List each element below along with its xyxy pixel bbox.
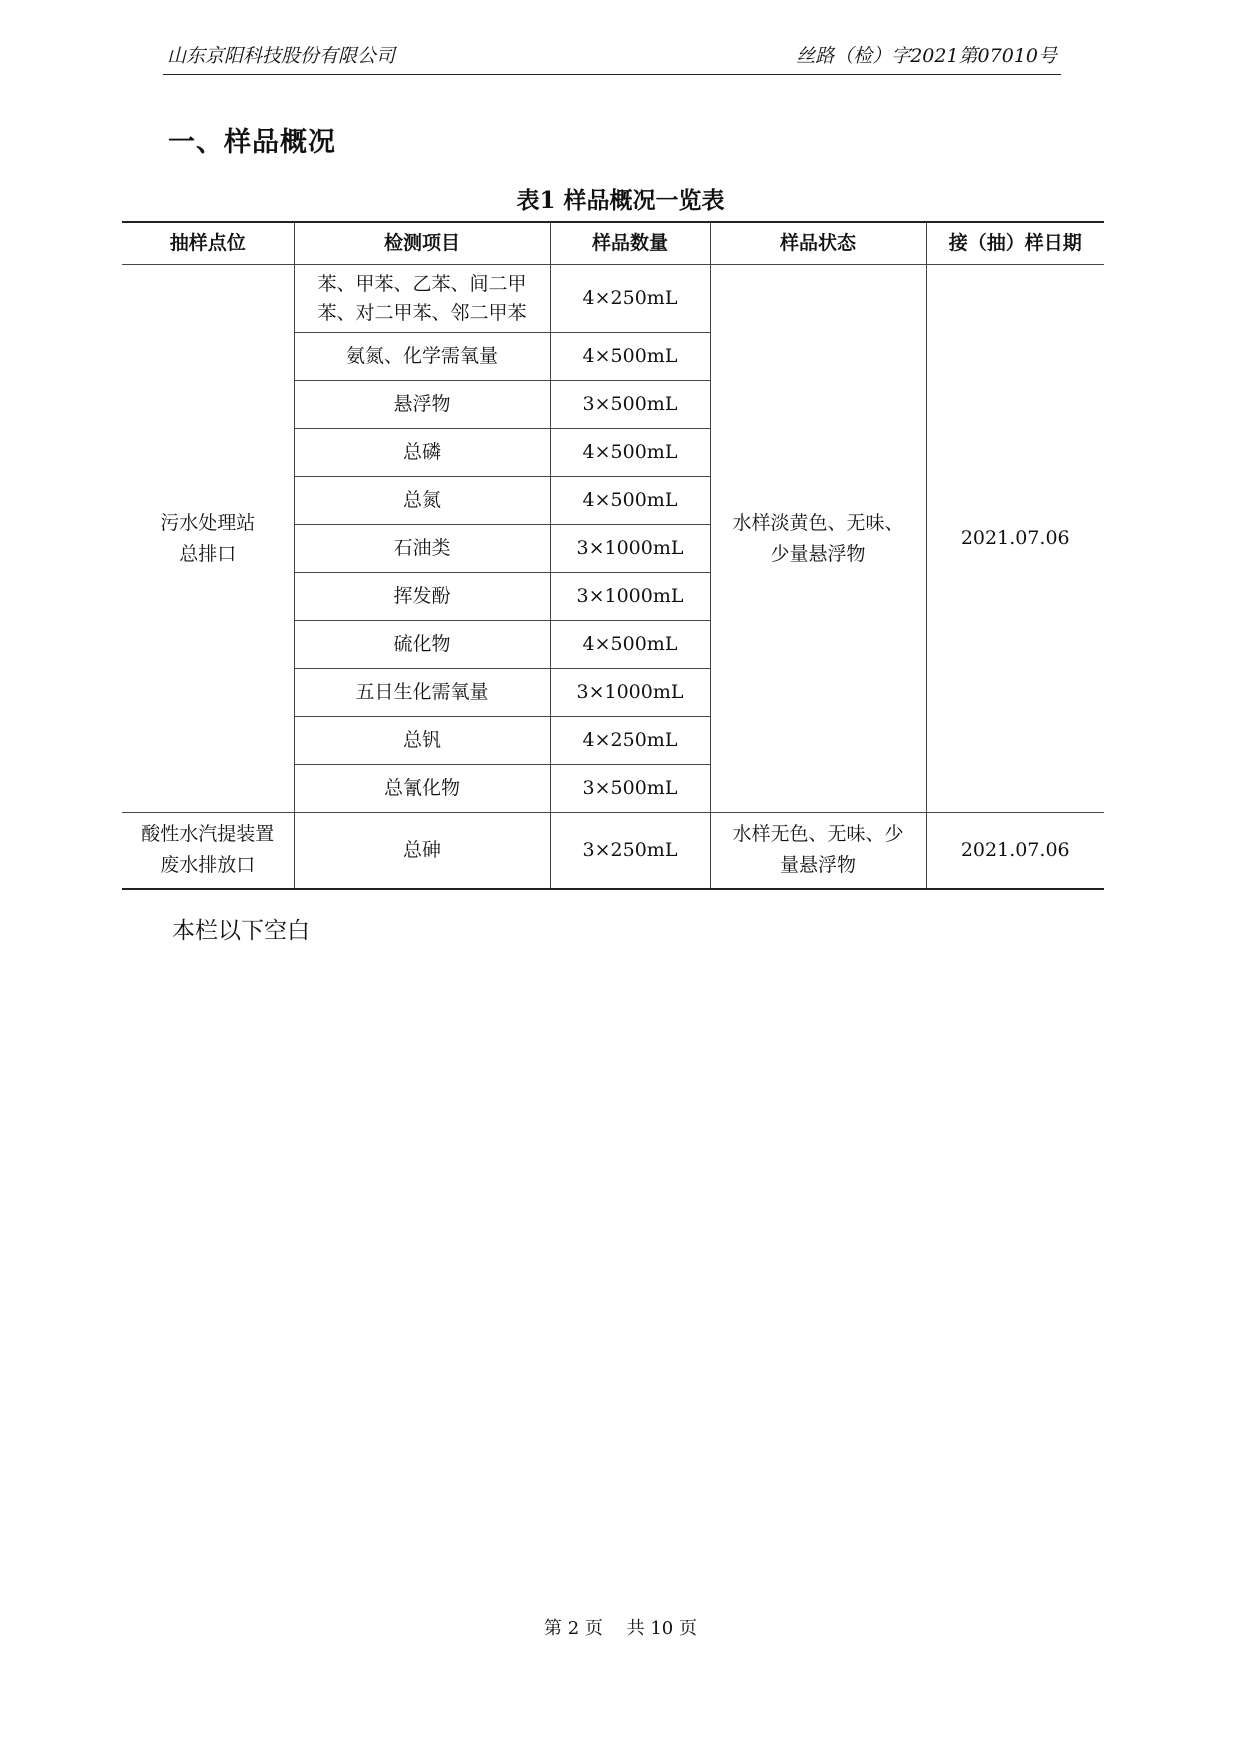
test-item: 氨氮、化学需氧量	[294, 333, 550, 381]
test-item: 挥发酚	[294, 573, 550, 621]
company-name: 山东京阳科技股份有限公司	[167, 45, 396, 67]
sample-status: 水样淡黄色、无味、少量悬浮物	[710, 265, 926, 813]
sampling-location: 污水处理站总排口	[122, 265, 294, 813]
test-item: 总氮	[294, 477, 550, 525]
sampling-date: 2021.07.06	[926, 265, 1104, 813]
sample-status: 水样无色、无味、少量悬浮物	[710, 813, 926, 889]
header-status: 样品状态	[710, 222, 926, 265]
sample-quantity: 3×500mL	[550, 765, 710, 813]
test-item: 五日生化需氧量	[294, 669, 550, 717]
blank-below-note: 本栏以下空白	[172, 918, 310, 944]
sample-quantity: 4×500mL	[550, 429, 710, 477]
table-row	[122, 813, 1104, 889]
test-item: 石油类	[294, 525, 550, 573]
table-caption: 表1 样品概况一览表	[516, 187, 725, 214]
sample-quantity: 3×1000mL	[550, 525, 710, 573]
sampling-location: 酸性水汽提装置废水排放口	[122, 813, 294, 889]
header-quantity: 样品数量	[550, 222, 710, 265]
sample-quantity: 4×250mL	[550, 717, 710, 765]
header-date: 接（抽）样日期	[926, 222, 1104, 265]
sample-quantity: 4×500mL	[550, 477, 710, 525]
test-item: 总钒	[294, 717, 550, 765]
page-number: 第 2 页 共 10 页	[544, 1618, 697, 1639]
test-item: 硫化物	[294, 621, 550, 669]
sample-overview-table	[122, 221, 1104, 890]
sample-quantity: 4×500mL	[550, 333, 710, 381]
sample-quantity: 4×500mL	[550, 621, 710, 669]
sample-quantity: 3×250mL	[550, 813, 710, 889]
section-title: 一、样品概况	[168, 127, 336, 158]
page-header	[163, 40, 1061, 75]
test-item: 悬浮物	[294, 381, 550, 429]
sample-quantity: 3×1000mL	[550, 669, 710, 717]
sample-quantity: 3×500mL	[550, 381, 710, 429]
sample-quantity: 3×1000mL	[550, 573, 710, 621]
test-item: 苯、甲苯、乙苯、间二甲苯、对二甲苯、邻二甲苯	[294, 265, 550, 333]
test-item: 总氰化物	[294, 765, 550, 813]
header-item: 检测项目	[294, 222, 550, 265]
test-item: 总磷	[294, 429, 550, 477]
report-number: 丝路（检）字2021第07010号	[796, 45, 1057, 67]
table-row	[122, 265, 1104, 333]
header-location: 抽样点位	[122, 222, 294, 265]
test-item: 总砷	[294, 813, 550, 889]
table-header-row	[122, 222, 1104, 265]
sample-quantity: 4×250mL	[550, 265, 710, 333]
sampling-date: 2021.07.06	[926, 813, 1104, 889]
